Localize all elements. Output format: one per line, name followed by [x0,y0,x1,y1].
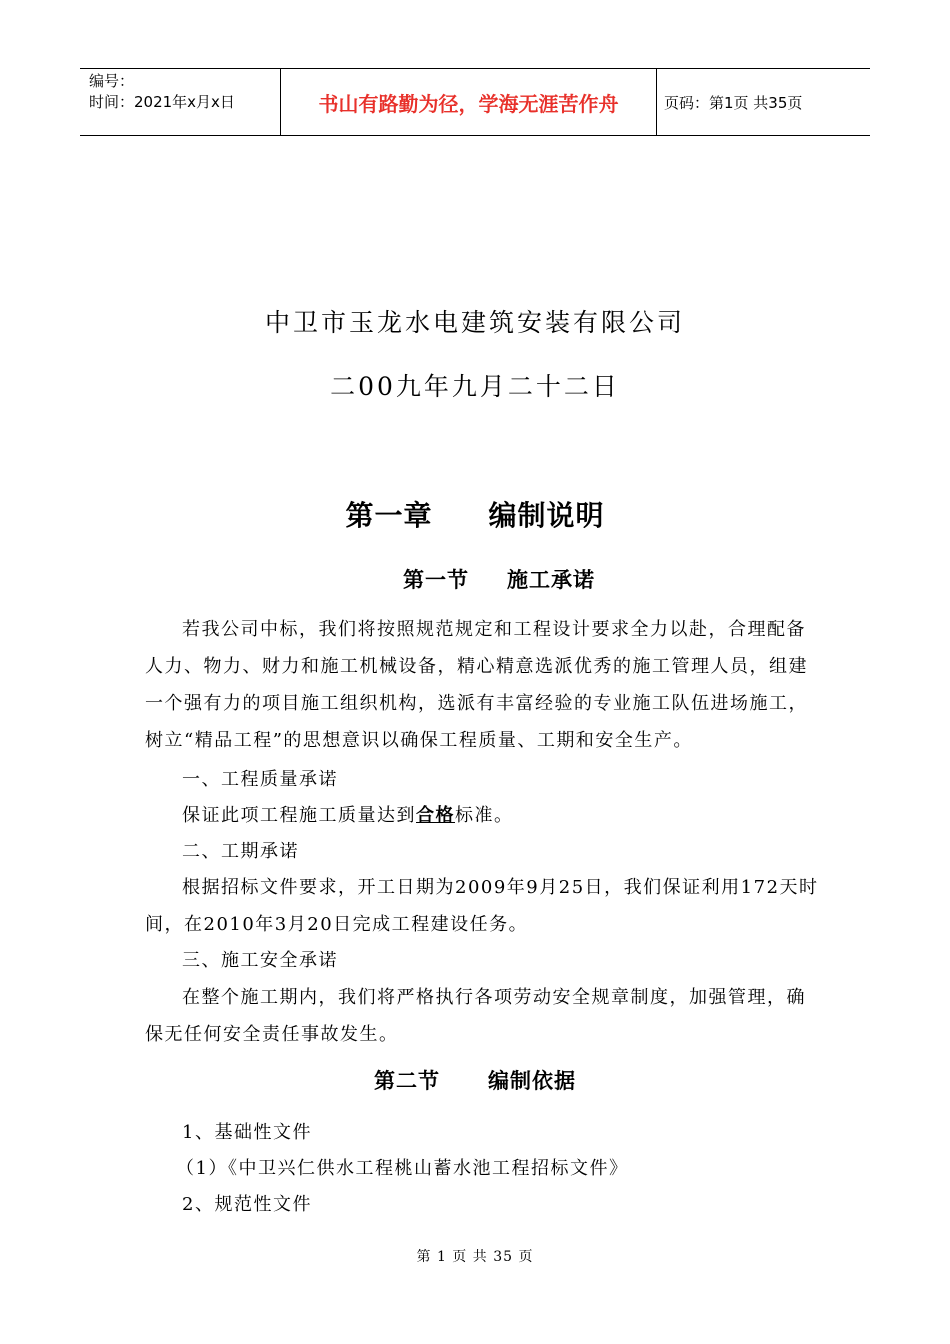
cover-date: 二00九年九月二十二日 [330,372,620,401]
schedule-text-line1: 根据招标文件要求，开工日期为2009年9月25日，我们保证利用172天时 [182,877,819,898]
header-meta-cell [80,69,281,135]
basis-item-1-sub: （1）《中卫兴仁供水工程桃山蓄水池工程招标文件》 [176,1158,629,1179]
basis-item-2: 2、规范性文件 [182,1194,312,1215]
header-page-info: 页码：第1页 共35页 [664,93,803,112]
section1-heading [24,564,950,594]
chapter-title: 编制说明 [488,499,605,532]
quality-emphasis: 合格 [416,805,455,826]
quality-text-after: 标准。 [455,805,514,826]
schedule-heading: 二、工期承诺 [182,841,299,862]
schedule-text-line2: 间，在2010年3月20日完成工程建设任务。 [145,914,529,935]
header-motto: 书山有路勤为径，学海无涯苦作舟 [281,69,657,135]
serial-label: 编号： [89,72,135,90]
commitment-intro-paragraph: 若我公司中标，我们将按照规范规定和工程设计要求全力以赴，合理配备人力、物力、财力和施工机械设备，精心精意选派优秀的施工管理人员，组建一个强有力的项目施工组织机构，选派有丰富经验的专业施工队伍进场施工，树立“精品工程”的思想意识以确保工程质量、工期和安全生产。 [145,619,808,751]
chapter-number: 第一章 [345,499,433,532]
quality-text [182,801,514,827]
quality-heading: 一、工程质量承诺 [182,769,338,790]
section2-title: 编制依据 [488,1068,576,1093]
time-label: 时间：2021年x月x日 [89,93,235,111]
chapter-heading [0,494,950,534]
section1-title: 施工承诺 [507,567,595,592]
document-header [80,68,870,136]
safety-text-line1: 在整个施工期内，我们将严格执行各项劳动安全规章制度，加强管理，确 [182,987,806,1008]
safety-heading: 三、施工安全承诺 [182,950,338,971]
section1-number: 第一节 [403,567,469,592]
quality-text-before: 保证此项工程施工质量达到 [182,805,416,826]
section2-heading [0,1065,950,1095]
basis-item-1: 1、基础性文件 [182,1122,312,1143]
company-name: 中卫市玉龙水电建筑安装有限公司 [264,308,685,337]
safety-text-line2: 保无任何安全责任事故发生。 [145,1024,399,1045]
page-footer: 第 1 页 共 35 页 [416,1249,534,1265]
section2-number: 第二节 [374,1068,440,1093]
